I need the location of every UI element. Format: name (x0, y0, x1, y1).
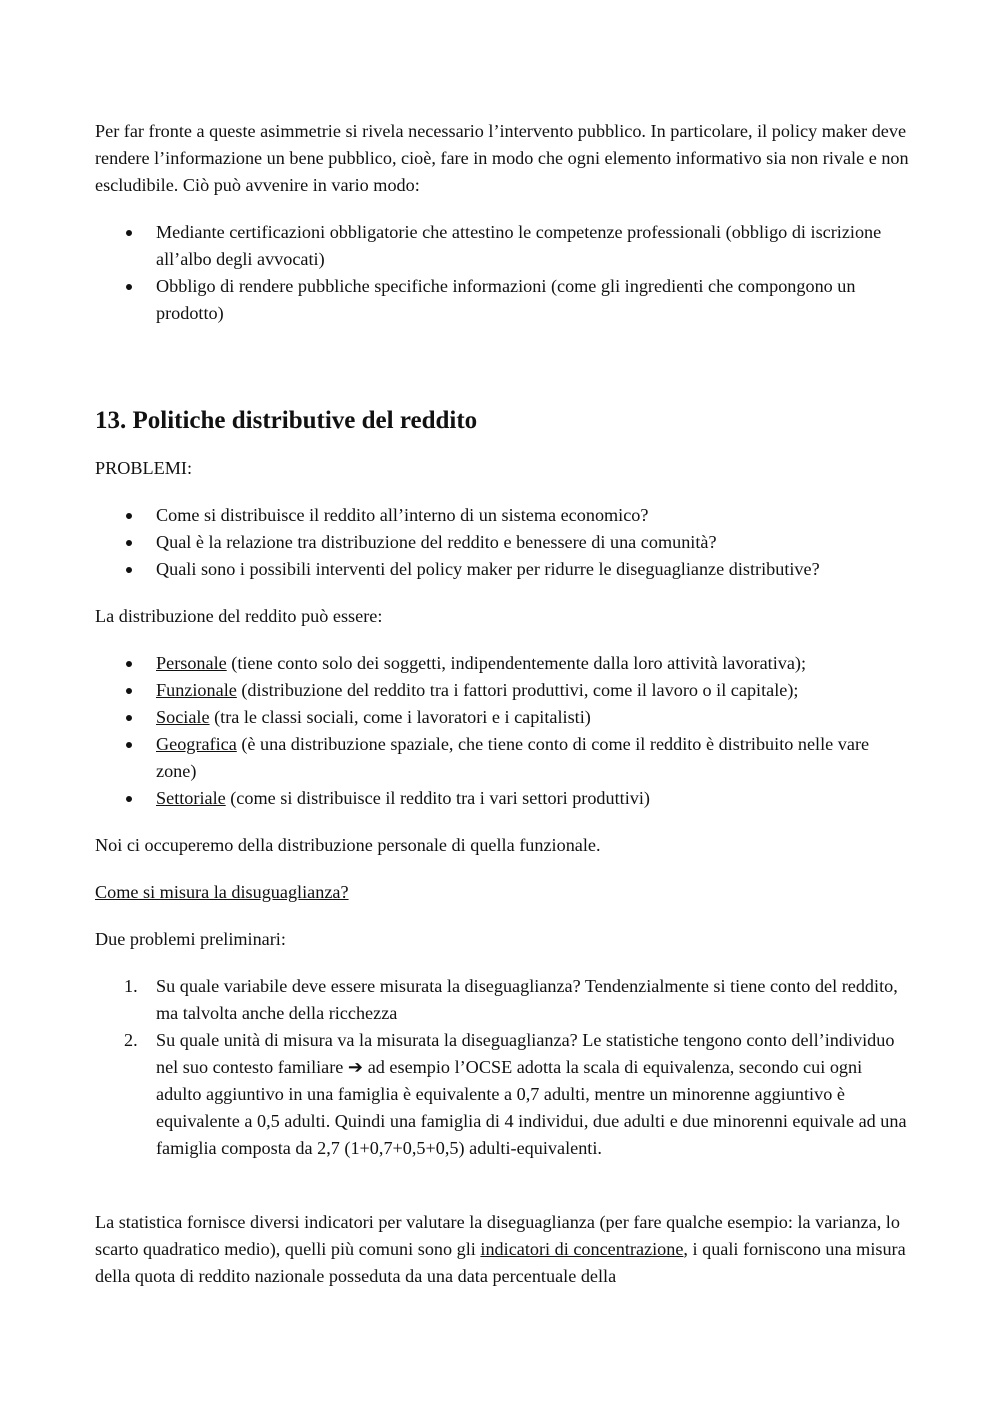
distribution-term: Funzionale (156, 680, 237, 700)
list-item (95, 973, 910, 1027)
distribution-term: Geografica (156, 734, 237, 754)
list-number: 2. (124, 1030, 138, 1050)
list-item: Obbligo di rendere pubbliche specifiche informazioni (come gli ingredienti che compongono un prodotto) (95, 273, 910, 327)
list-item: Quali sono i possibili interventi del policy maker per ridurre le diseguaglianze distributive? (95, 556, 910, 583)
distribution-term: Settoriale (156, 788, 226, 808)
document-page (95, 118, 910, 1290)
closing-paragraph (95, 1209, 910, 1290)
distribution-desc: (è una distribuzione spaziale, che tiene conto di come il reddito è distribuito nelle vare zone) (156, 734, 870, 781)
list-item (95, 650, 910, 677)
distribution-desc: (tiene conto solo dei soggetti, indipendentemente dalla loro attività lavorativa); (226, 653, 807, 673)
list-item (95, 677, 910, 704)
distribution-term: Personale (156, 653, 227, 673)
preliminary-label: Due problemi preliminari: (95, 929, 286, 949)
distribution-types-list (95, 650, 910, 812)
intro-bullet-list (95, 219, 910, 327)
list-item-text: Su quale unità di misura va la misurata la diseguaglianza? Le statistiche tengono conto dell’individuo nel suo contesto familiare ➔ ad esempio l’OCSE adotta la scala di equivalenza, secondo cui ogni adulto aggiuntivo in una famiglia è equivalente a 0,7 adulti, mentre un minorenne aggiuntivo è equivalente a 0,5 adulti. Quindi una famiglia di 4 individui, due adulti e due minorenni equivale ad una famiglia composta da 2,7 (1+0,7+0,5+0,5) adulti-equivalenti. (156, 1030, 907, 1158)
list-number: 1. (124, 976, 138, 996)
list-item: Mediante certificazioni obbligatorie che attestino le competenze professionali (obbligo di iscrizione all’albo degli avvocati) (95, 219, 910, 273)
list-item (95, 1027, 910, 1162)
list-item: Qual è la relazione tra distribuzione del reddito e benessere di una comunità? (95, 529, 910, 556)
intro-paragraph: Per far fronte a queste asimmetrie si rivela necessario l’intervento pubblico. In particolare, il policy maker deve rendere l’informazione un bene pubblico, cioè, fare in modo che ogni elemento informativo sia non rivale e non escludibile. Ciò può avvenire in vario modo: (95, 121, 909, 195)
distribution-term: Sociale (156, 707, 210, 727)
list-item (95, 731, 910, 785)
distribution-intro: La distribuzione del reddito può essere: (95, 606, 383, 626)
distribution-desc: (come si distribuisce il reddito tra i vari settori produttivi) (225, 788, 650, 808)
section-heading: 13. Politiche distributive del reddito (95, 407, 478, 434)
distribution-desc: (distribuzione del reddito tra i fattori produttivi, come il lavoro o il capitale); (236, 680, 799, 700)
focus-sentence: Noi ci occuperemo della distribuzione personale di quella funzionale. (95, 835, 601, 855)
closing-text-start: La statistica fornisce diversi indicatori per valutare la diseguaglianza (per fare qualche esempio: la varianza, lo scarto quadratico medio), quelli più comuni sono gli (95, 1212, 900, 1259)
preliminary-problems-list (95, 973, 910, 1162)
list-item (95, 785, 910, 812)
closing-text-end: , i quali forniscono una misura della quota di reddito nazionale posseduta da una data percentuale della (95, 1239, 906, 1286)
distribution-desc: (tra le classi sociali, come i lavoratori e i capitalisti) (209, 707, 591, 727)
list-item-text: Su quale variabile deve essere misurata la diseguaglianza? Tendenzialmente si tiene conto del reddito, ma talvolta anche della ricchezza (156, 976, 898, 1023)
measure-question: Come si misura la disuguaglianza? (95, 882, 349, 902)
concentration-indicators-term: indicatori di concentrazione (480, 1239, 684, 1259)
list-item (95, 704, 910, 731)
problems-label: PROBLEMI: (95, 458, 193, 478)
list-item: Come si distribuisce il reddito all’interno di un sistema economico? (95, 502, 910, 529)
problems-list (95, 502, 910, 583)
